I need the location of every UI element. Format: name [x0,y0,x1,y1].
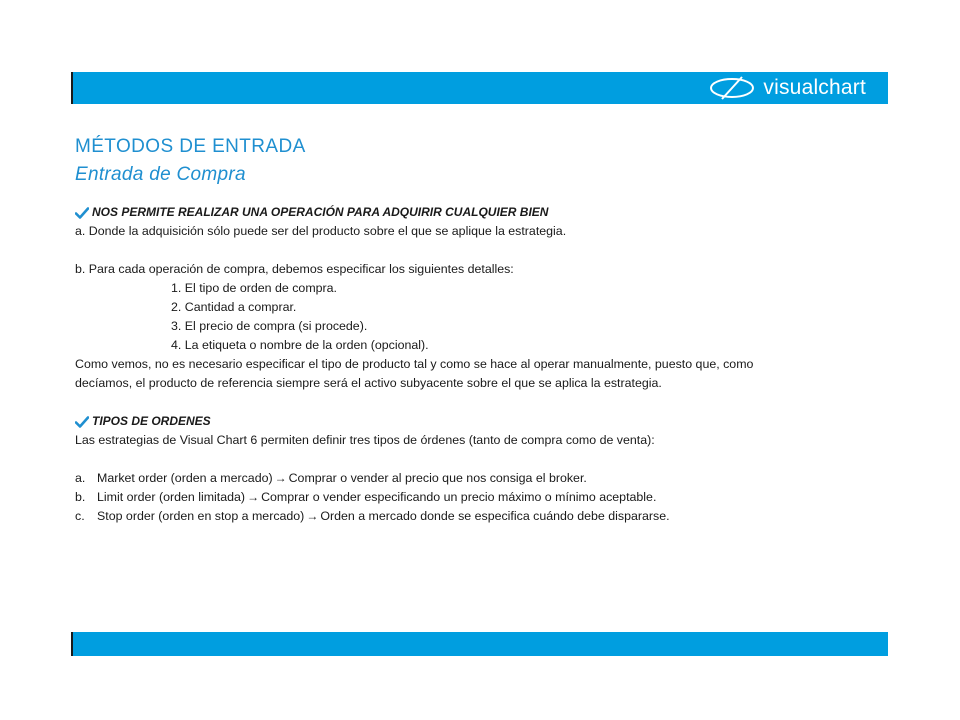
check-icon [75,207,89,219]
section2-heading-row [75,412,887,431]
visualchart-logo [709,72,866,104]
spacer [75,393,887,412]
spacer [75,450,887,469]
order-type-item [75,507,887,526]
order-type-item [75,469,887,488]
section1-para-b: b. Para cada operación de compra, debemos especificar los siguientes detalles: [75,262,514,276]
arrow-right-icon: → [306,509,319,523]
section1-heading: NOS PERMITE REALIZAR UNA OPERACIÓN PARA ADQUIRIR CUALQUIER BIEN [92,205,549,219]
order-type-item [75,488,887,507]
list-marker: c. [75,509,85,523]
arrow-right-icon: → [274,471,287,485]
arrow-right-icon: → [247,490,260,504]
section1-heading-row [75,203,887,222]
header-bar-edge [71,72,73,104]
footer-bar-edge [71,632,73,656]
logo-text: visualchart [763,76,866,99]
slide-content [75,203,887,526]
section2-intro: Las estrategias de Visual Chart 6 permiten definir tres tipos de órdenes (tanto de compra como de venta): [75,433,655,447]
detail-item: 2. Cantidad a comprar. [171,300,297,314]
order-type-label: Stop order (orden en stop a mercado) [97,509,305,523]
check-icon [75,416,89,428]
section1-note-line2: decíamos, el producto de referencia siempre será el activo subyacente sobre el que se aplica la estrategia. [75,376,662,390]
order-type-desc: Comprar o vender especificando un precio máximo o mínimo aceptable. [261,490,657,504]
detail-item: 3. El precio de compra (si procede). [171,319,368,333]
footer-bar [71,632,888,656]
order-type-desc: Orden a mercado donde se especifica cuándo debe dispararse. [320,509,670,523]
detail-item: 4. La etiqueta o nombre de la orden (opcional). [171,338,429,352]
header-bar [71,72,888,104]
order-type-label: Limit order (orden limitada) [97,490,246,504]
order-type-label: Market order (orden a mercado) [97,471,273,485]
detail-item: 1. El tipo de orden de compra. [171,281,337,295]
page-title: MÉTODOS DE ENTRADA [75,136,306,157]
section1-note-line1: Como vemos, no es necesario especificar el tipo de producto tal y como se hace al operar manualmente, puesto que, como [75,357,754,371]
spacer [75,241,887,260]
list-marker: a. [75,471,86,485]
list-marker: b. [75,490,86,504]
visualchart-logo-icon [709,76,755,100]
section2-heading: TIPOS DE ORDENES [92,414,211,428]
page-subtitle: Entrada de Compra [75,164,246,185]
order-type-desc: Comprar o vender al precio que nos consiga el broker. [288,471,587,485]
section1-para-a: a. Donde la adquisición sólo puede ser del producto sobre el que se aplique la estrategia. [75,224,567,238]
